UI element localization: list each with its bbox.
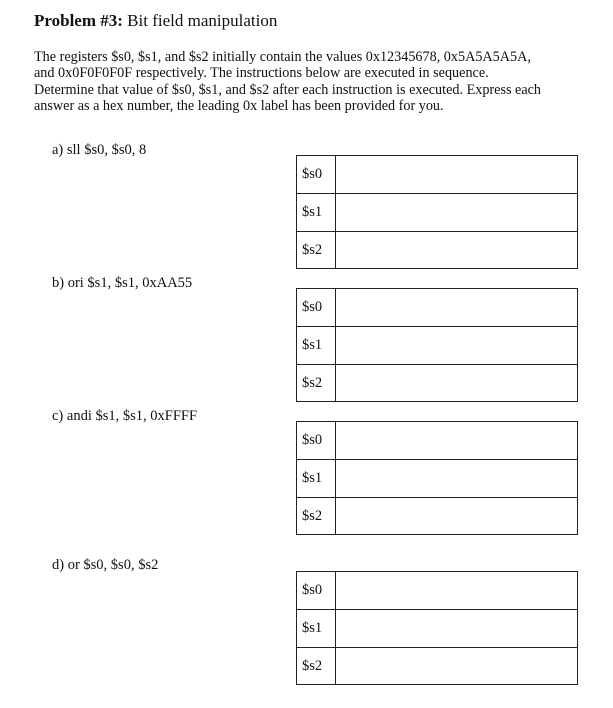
- register-label: $s0: [297, 422, 336, 459]
- answer-row-s0: [297, 572, 577, 610]
- answer-field[interactable]: [336, 194, 577, 231]
- answer-row-s2: [297, 498, 577, 534]
- answer-row-s1: [297, 460, 577, 498]
- answer-row-s1: [297, 327, 577, 365]
- question-c: c) andi $s1, $s1, 0xFFFF: [52, 408, 198, 424]
- answer-table-d: [296, 571, 578, 685]
- answer-row-s2: [297, 365, 577, 401]
- answer-table-a: [296, 155, 578, 269]
- problem-subtitle: Bit field manipulation: [127, 11, 278, 30]
- register-label: $s1: [297, 194, 336, 231]
- answer-row-s2: [297, 232, 577, 268]
- register-label: $s2: [297, 498, 336, 534]
- answer-row-s1: [297, 194, 577, 232]
- answer-field[interactable]: [336, 610, 577, 647]
- register-label: $s2: [297, 232, 336, 268]
- answer-field[interactable]: [336, 572, 577, 609]
- register-label: $s0: [297, 289, 336, 326]
- answer-field[interactable]: [336, 498, 577, 534]
- question-a: a) sll $s0, $s0, 8: [52, 142, 147, 158]
- intro-line: The registers $s0, $s1, and $s2 initially contain the values 0x12345678, 0x5A5A5A5A,: [34, 49, 531, 65]
- answer-field[interactable]: [336, 327, 577, 364]
- register-label: $s0: [297, 572, 336, 609]
- register-label: $s0: [297, 156, 336, 193]
- answer-field[interactable]: [336, 460, 577, 497]
- register-label: $s2: [297, 365, 336, 401]
- answer-field[interactable]: [336, 365, 577, 401]
- intro-line: and 0x0F0F0F0F respectively. The instructions below are executed in sequence.: [34, 65, 489, 82]
- answer-table-c: [296, 421, 578, 535]
- problem-number: Problem #3:: [34, 11, 123, 30]
- answer-row-s0: [297, 422, 577, 460]
- answer-field[interactable]: [336, 232, 577, 268]
- register-label: $s1: [297, 460, 336, 497]
- problem-intro: [34, 49, 594, 115]
- answer-row-s1: [297, 610, 577, 648]
- question-d: d) or $s0, $s0, $s2: [52, 557, 159, 573]
- problem-title: [34, 11, 277, 31]
- answer-row-s0: [297, 289, 577, 327]
- intro-line: Determine that value of $s0, $s1, and $s2 after each instruction is executed. Express each: [34, 81, 542, 98]
- answer-row-s2: [297, 648, 577, 684]
- intro-line: answer as a hex number, the leading 0x label has been provided for you.: [34, 98, 444, 115]
- question-b: b) ori $s1, $s1, 0xAA55: [52, 275, 193, 291]
- answer-field[interactable]: [336, 422, 577, 459]
- answer-field[interactable]: [336, 289, 577, 326]
- answer-table-b: [296, 288, 578, 402]
- register-label: $s1: [297, 610, 336, 647]
- answer-row-s0: [297, 156, 577, 194]
- answer-field[interactable]: [336, 648, 577, 684]
- answer-field[interactable]: [336, 156, 577, 193]
- register-label: $s1: [297, 327, 336, 364]
- register-label: $s2: [297, 648, 336, 684]
